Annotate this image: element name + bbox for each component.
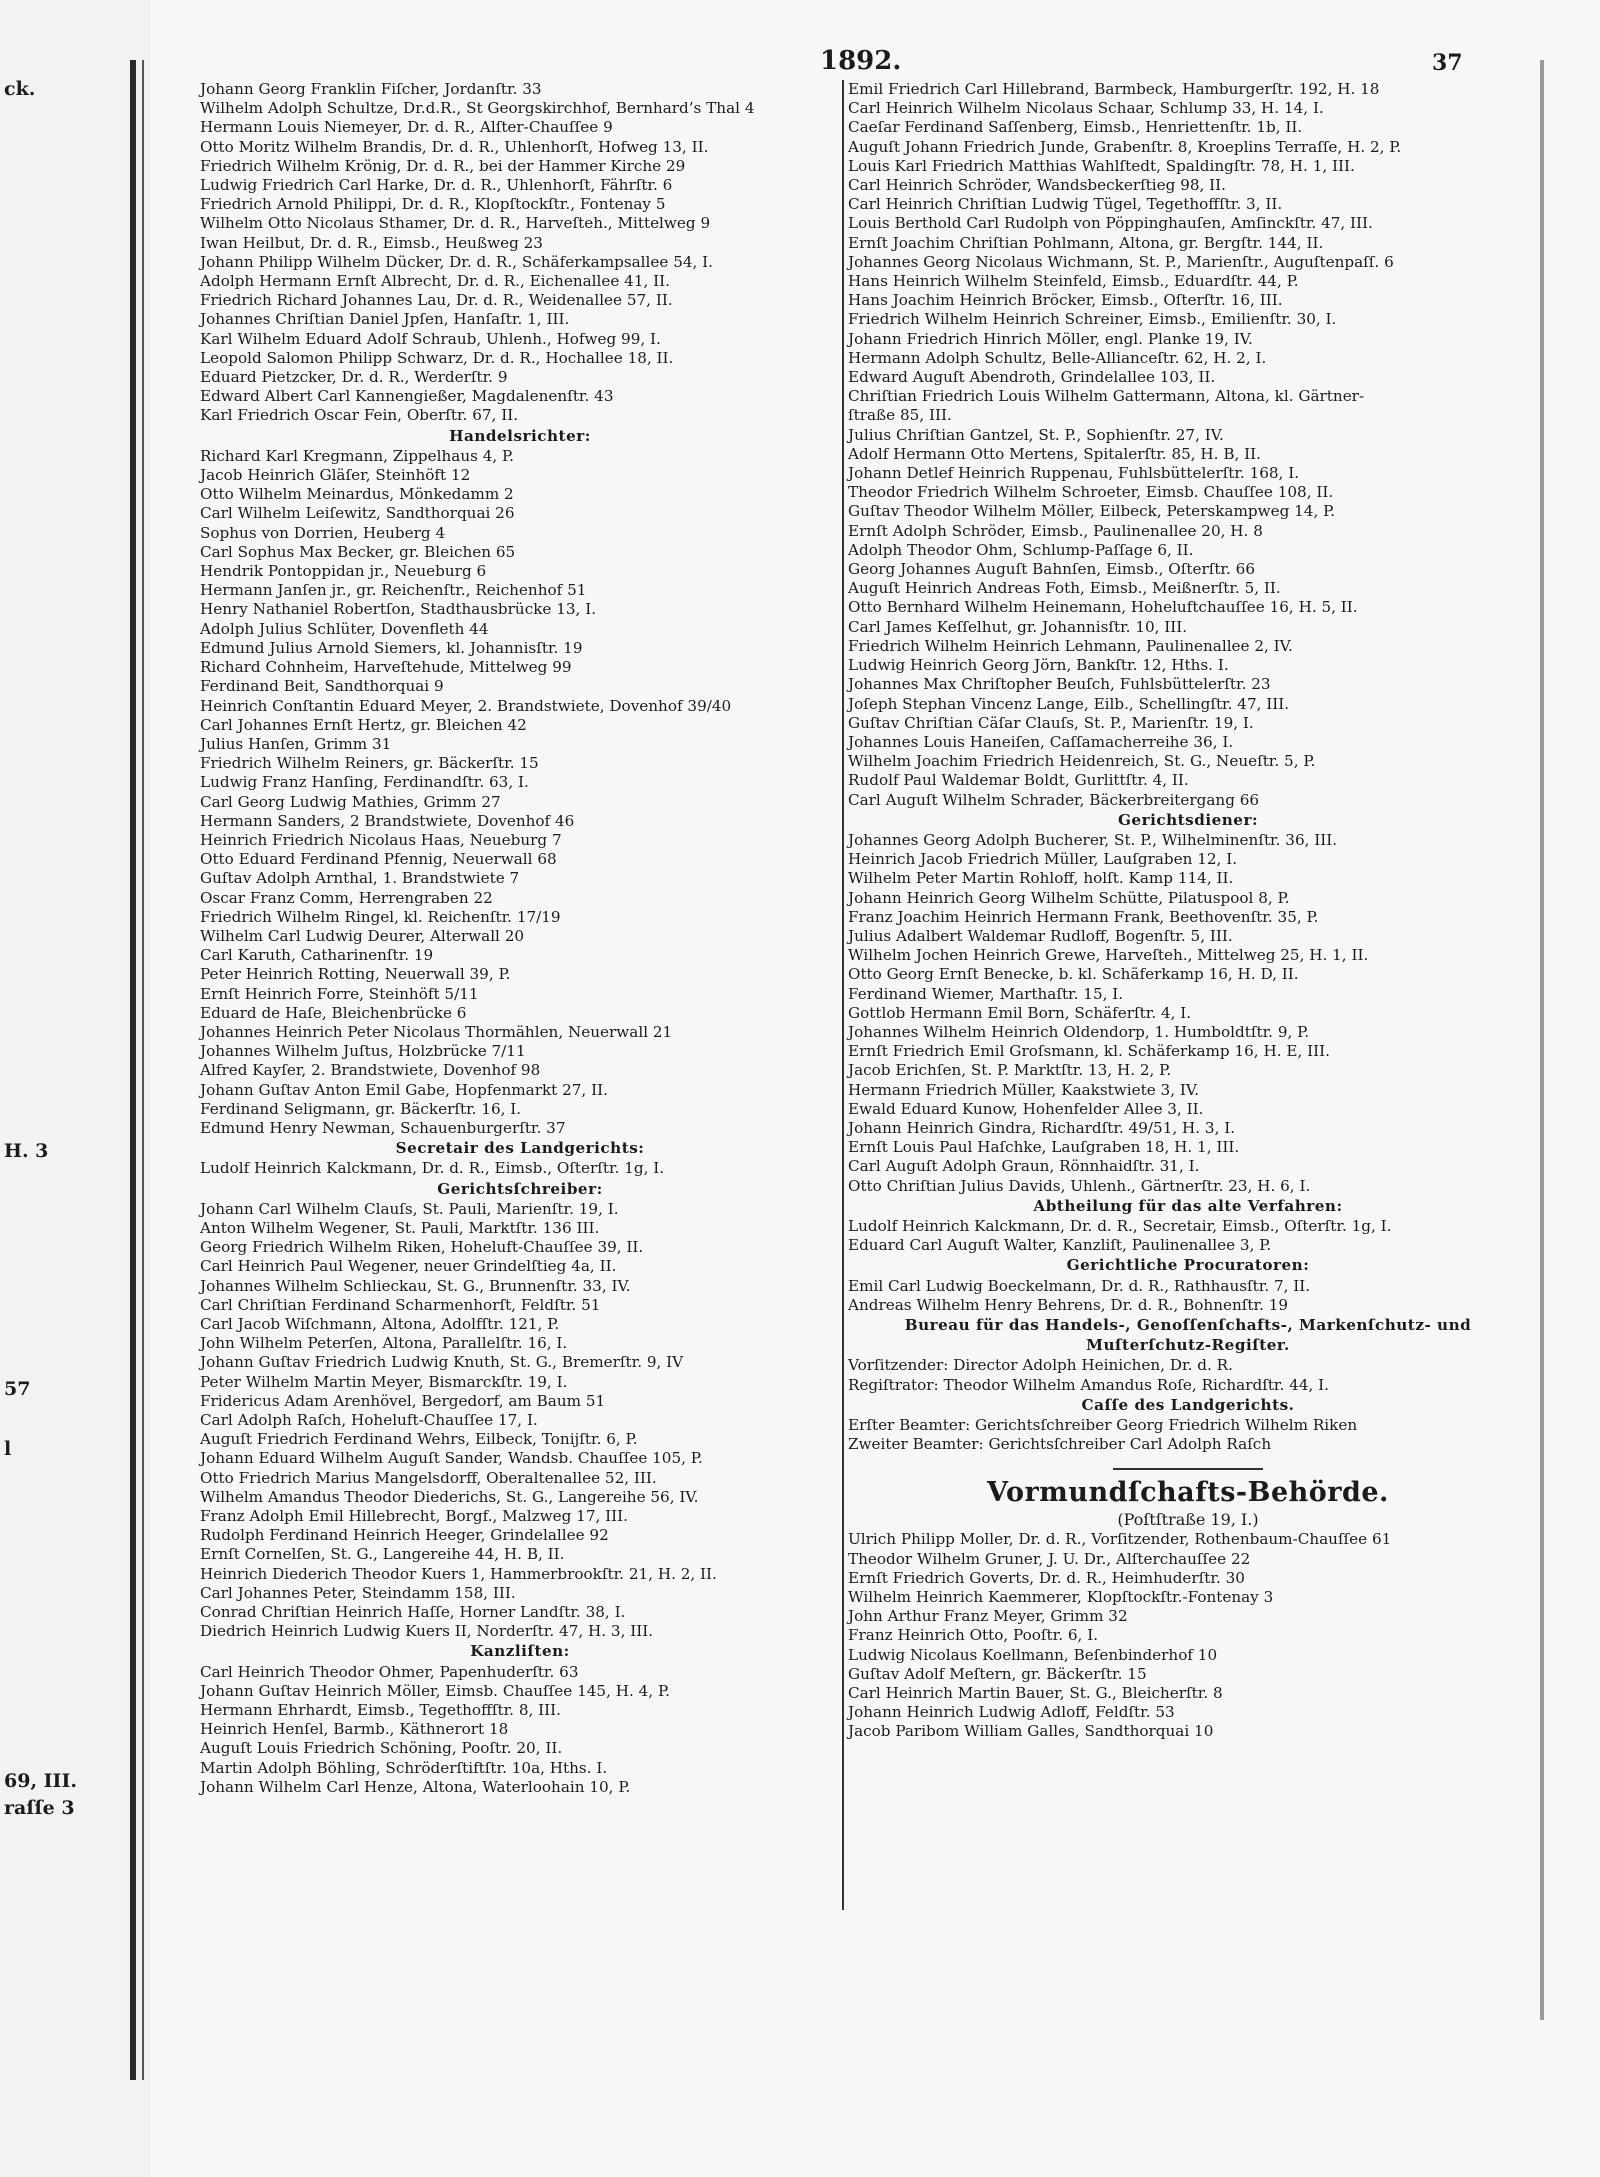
- directory-entry: Carl Sophus Max Becker, gr. Bleichen 65: [200, 542, 516, 561]
- directory-entry: Joſeph Stephan Vincenz Lange, Eilb., Schellingſtr. 47, III.: [848, 694, 1290, 713]
- directory-entry: Friedrich Arnold Philippi, Dr. d. R., Klopſtockſtr., Fontenay 5: [200, 195, 666, 214]
- directory-entry: Ludolf Heinrich Kalckmann, Dr. d. R., Secretair, Eimsb., Oſterſtr. 1g, I.: [848, 1216, 1392, 1235]
- section-heading: (Poſtſtraße 19, I.): [1117, 1510, 1259, 1530]
- directory-entry: Hans Heinrich Wilhelm Steinfeld, Eimsb., Eduardſtr. 44, P.: [848, 272, 1299, 291]
- directory-entry: Louis Berthold Carl Rudolph von Pöppinghauſen, Amſinckſtr. 47, III.: [848, 214, 1373, 233]
- directory-entry: Johann Friedrich Hinrich Möller, engl. Planke 19, IV.: [848, 329, 1253, 348]
- directory-entry: Edmund Julius Arnold Siemers, kl. Johannisſtr. 19: [200, 638, 583, 657]
- directory-entry: Carl Wilhelm Leiſewitz, Sandthorquai 26: [200, 504, 515, 523]
- directory-entry: Johann Carl Wilhelm Clauſs, St. Pauli, Marienſtr. 19, I.: [200, 1199, 619, 1218]
- directory-entry: Richard Karl Kregmann, Zippelhaus 4, P.: [200, 446, 515, 465]
- directory-entry: Theodor Wilhelm Gruner, J. U. Dr., Alſterchauſſee 22: [848, 1549, 1251, 1568]
- directory-entry: Julius Adalbert Waldemar Rudloff, Bogenſtr. 5, III.: [848, 926, 1233, 945]
- directory-entry: Wilhelm Carl Ludwig Deurer, Alterwall 20: [200, 926, 525, 945]
- directory-entry: Conrad Chriſtian Heinrich Haſſe, Horner Landſtr. 38, I.: [200, 1603, 626, 1622]
- directory-entry: Otto Eduard Ferdinand Pfennig, Neuerwall 68: [200, 850, 557, 869]
- directory-entry: Edward Albert Carl Kannengießer, Magdalenenſtr. 43: [200, 387, 614, 406]
- directory-entry: Jacob Paribom William Galles, Sandthorquai 10: [848, 1722, 1214, 1741]
- directory-entry: Julius Hanſen, Grimm 31: [200, 734, 392, 753]
- directory-entry: Theodor Friedrich Wilhelm Schroeter, Eimsb. Chauſſee 108, II.: [848, 483, 1334, 502]
- section-heading: Vormundſchafts-Behörde.: [987, 1477, 1389, 1509]
- directory-entry: Gottlob Hermann Emil Born, Schäferſtr. 4, I.: [848, 1003, 1192, 1022]
- directory-entry: Guſtav Chriſtian Cäſar Clauſs, St. P., Marienſtr. 19, I.: [848, 713, 1254, 732]
- directory-entry: Heinrich Jacob Friedrich Müller, Lauſgraben 12, I.: [848, 850, 1238, 869]
- directory-entry: Peter Heinrich Rotting, Neuerwall 39, P.: [200, 965, 511, 984]
- directory-entry: Wilhelm Amandus Theodor Diederichs, St. G., Langereihe 56, IV.: [200, 1487, 699, 1506]
- directory-entry: Alfred Kayſer, 2. Brandstwiete, Dovenhof 98: [200, 1061, 541, 1080]
- directory-entry: Johannes Georg Nicolaus Wichmann, St. P., Marienſtr., Auguſtenpaſſ. 6: [848, 252, 1394, 271]
- directory-entry: Carl Karuth, Catharinenſtr. 19: [200, 946, 434, 965]
- section-heading: Gerichtsdiener:: [1117, 810, 1259, 829]
- directory-entry: Emil Carl Ludwig Boeckelmann, Dr. d. R., Rathhausſtr. 7, II.: [848, 1276, 1311, 1295]
- directory-entry: Eduard Pietzcker, Dr. d. R., Werderſtr. 9: [200, 368, 508, 387]
- directory-entry: Zweiter Beamter: Gerichtsſchreiber Carl Adolph Raſch: [848, 1435, 1272, 1454]
- directory-entry: Andreas Wilhelm Henry Behrens, Dr. d. R., Bohnenſtr. 19: [848, 1295, 1289, 1314]
- directory-entry: Carl Heinrich Schröder, Wandsbeckerſtieg 98, II.: [848, 176, 1227, 195]
- section-heading: Abtheilung für das alte Verfahren:: [1033, 1196, 1343, 1215]
- directory-entry: Friedrich Wilhelm Heinrich Schreiner, Eimsb., Emilienſtr. 30, I.: [848, 310, 1337, 329]
- directory-entry: Ernſt Louis Paul Haſchke, Lauſgraben 18, H. 1, III.: [848, 1138, 1240, 1157]
- directory-entry: Hermann Janſen jr., gr. Reichenſtr., Reichenhof 51: [200, 581, 587, 600]
- directory-entry: Carl Heinrich Paul Wegener, neuer Grindelſtieg 4a, II.: [200, 1257, 617, 1276]
- directory-entry: Johannes Wilhelm Heinrich Oldendorp, 1. Humboldtſtr. 9, P.: [848, 1022, 1310, 1041]
- directory-entry: Carl Heinrich Chriſtian Ludwig Tügel, Tegethoffſtr. 3, II.: [848, 195, 1283, 214]
- directory-entry: Otto Moritz Wilhelm Brandis, Dr. d. R., Uhlenhorſt, Hofweg 13, II.: [200, 137, 709, 156]
- directory-entry: Carl James Keſſelhut, gr. Johannisſtr. 10, III.: [848, 617, 1188, 636]
- directory-entry: Leopold Salomon Philipp Schwarz, Dr. d. R., Hochallee 18, II.: [200, 348, 674, 367]
- directory-entry: Iwan Heilbut, Dr. d. R., Eimsb., Heußweg 23: [200, 233, 543, 252]
- book-spine-gutter: [130, 60, 136, 2080]
- directory-entry: Otto Georg Ernſt Benecke, b. kl. Schäferkamp 16, H. D, II.: [848, 965, 1299, 984]
- directory-entry: Heinrich Conſtantin Eduard Meyer, 2. Brandstwiete, Dovenhof 39/40: [200, 696, 732, 715]
- directory-entry: Adolf Hermann Otto Mertens, Spitalerſtr. 85, H. B, II.: [848, 444, 1261, 463]
- directory-entry: Auguſt Heinrich Andreas Foth, Eimsb., Meißnerſtr. 5, II.: [848, 579, 1281, 598]
- directory-entry: Ludwig Nicolaus Koellmann, Beſenbinderhof 10: [848, 1645, 1218, 1664]
- directory-entry: Carl Auguſt Wilhelm Schrader, Bäckerbreitergang 66: [848, 790, 1260, 809]
- directory-entry: Jacob Erichſen, St. P. Marktſtr. 13, H. 2, P.: [848, 1061, 1172, 1080]
- page-year: 1892.: [820, 46, 902, 76]
- directory-entry: Johann Heinrich Ludwig Adloff, Feldſtr. 53: [848, 1703, 1175, 1722]
- directory-entry: Anton Wilhelm Wegener, St. Pauli, Marktſtr. 136 III.: [200, 1218, 600, 1237]
- directory-entry: Friedrich Richard Johannes Lau, Dr. d. R., Weidenallee 57, II.: [200, 291, 673, 310]
- directory-entry: Ernſt Adolph Schröder, Eimsb., Paulinenallee 20, H. 8: [848, 521, 1263, 540]
- directory-entry: Guſtav Adolf Meſtern, gr. Bäckerſtr. 15: [848, 1664, 1147, 1683]
- margin-fragment: raſſe 3: [4, 1797, 75, 1819]
- directory-entry: Johannes Louis Haneiſen, Caſſamacherreihe 36, I.: [848, 732, 1234, 751]
- directory-entry: Wilhelm Peter Martin Rohloff, holſt. Kamp 114, II.: [848, 869, 1234, 888]
- directory-entry: Auguſt Johann Friedrich Junde, Grabenſtr. 8, Kroeplins Terraſſe, H. 2, P.: [848, 137, 1402, 156]
- section-rule: [1113, 1468, 1263, 1470]
- directory-entry: Ernſt Heinrich Forre, Steinhöft 5/11: [200, 984, 479, 1003]
- directory-entry: Sophus von Dorrien, Heuberg 4: [200, 523, 446, 542]
- directory-entry: Johannes Wilhelm Schlieckau, St. G., Brunnenſtr. 33, IV.: [200, 1276, 631, 1295]
- directory-entry: Eduard de Haſe, Bleichenbrücke 6: [200, 1003, 467, 1022]
- directory-entry: Johann Detlef Heinrich Ruppenau, Fuhlsbüttelerſtr. 168, I.: [848, 464, 1300, 483]
- directory-entry: Johann Eduard Wilhelm Auguſt Sander, Wandsb. Chauſſee 105, P.: [200, 1449, 703, 1468]
- directory-entry: Carl Heinrich Theodor Ohmer, Papenhuderſtr. 63: [200, 1662, 579, 1681]
- directory-entry: Julius Chriſtian Gantzel, St. P., Sophienſtr. 27, IV.: [848, 425, 1224, 444]
- directory-entry: Emil Friedrich Carl Hillebrand, Barmbeck, Hamburgerſtr. 192, H. 18: [848, 80, 1380, 98]
- right-column: [848, 80, 1528, 1742]
- directory-entry: Otto Wilhelm Meinardus, Mönkedamm 2: [200, 485, 514, 504]
- directory-entry: Carl Georg Ludwig Mathies, Grimm 27: [200, 792, 501, 811]
- directory-entry: Martin Adolph Böhling, Schröderſtiftſtr. 10a, Hths. I.: [200, 1758, 608, 1777]
- directory-entry: Carl Johannes Ernſt Hertz, gr. Bleichen 42: [200, 715, 527, 734]
- directory-entry: Ernſt Friedrich Goverts, Dr. d. R., Heimhuderſtr. 30: [848, 1568, 1245, 1587]
- directory-entry: Carl Chriſtian Ferdinand Scharmenhorſt, Feldſtr. 51: [200, 1295, 601, 1314]
- directory-entry: John Arthur Franz Meyer, Grimm 32: [848, 1607, 1128, 1626]
- directory-entry: Rudolf Paul Waldemar Boldt, Gurlittſtr. 4, II.: [848, 771, 1189, 790]
- directory-entry: Guſtav Theodor Wilhelm Möller, Eilbeck, Peterskampweg 14, P.: [848, 502, 1336, 521]
- directory-entry: Hermann Sanders, 2 Brandstwiete, Dovenhof 46: [200, 811, 575, 830]
- directory-entry: Regiſtrator: Theodor Wilhelm Amandus Roſe, Richardſtr. 44, I.: [848, 1375, 1329, 1394]
- section-heading: Kanzliſten:: [470, 1642, 570, 1661]
- left-page-margin: [0, 0, 150, 2177]
- directory-entry: Jacob Heinrich Gläſer, Steinhöft 12: [200, 466, 471, 485]
- directory-entry: Heinrich Friedrich Nicolaus Haas, Neueburg 7: [200, 830, 562, 849]
- directory-entry: Wilhelm Otto Nicolaus Sthamer, Dr. d. R., Harveſteh., Mittelweg 9: [200, 214, 711, 233]
- directory-entry: Ernſt Joachim Chriſtian Pohlmann, Altona, gr. Bergſtr. 144, II.: [848, 233, 1324, 252]
- directory-entry: Oscar Franz Comm, Herrengraben 22: [200, 888, 493, 907]
- directory-entry: John Wilhelm Peterſen, Altona, Parallelſtr. 16, I.: [200, 1334, 568, 1353]
- directory-entry: Chriſtian Friedrich Louis Wilhelm Gattermann, Altona, kl. Gärtner-: [848, 387, 1365, 406]
- directory-entry: Carl Heinrich Martin Bauer, St. G., Bleicherſtr. 8: [848, 1684, 1223, 1703]
- directory-entry: Johannes Georg Adolph Bucherer, St. P., Wilhelminenſtr. 36, III.: [848, 830, 1338, 849]
- directory-entry: Carl Johannes Peter, Steindamm 158, III.: [200, 1583, 516, 1602]
- directory-entry: Georg Johannes Auguſt Bahnſen, Eimsb., Oſterſtr. 66: [848, 560, 1256, 579]
- directory-entry: Friedrich Wilhelm Reiners, gr. Bäckerſtr. 15: [200, 754, 539, 773]
- directory-entry: Hermann Louis Niemeyer, Dr. d. R., Alſter-Chauſſee 9: [200, 118, 613, 137]
- directory-entry: Diedrich Heinrich Ludwig Kuers II, Norderſtr. 47, H. 3, III.: [200, 1622, 654, 1641]
- directory-entry: Erſter Beamter: Gerichtsſchreiber Georg Friedrich Wilhelm Riken: [848, 1416, 1358, 1435]
- directory-entry: Karl Friedrich Oscar Fein, Oberſtr. 67, II.: [200, 406, 519, 425]
- directory-entry: Friedrich Wilhelm Ringel, kl. Reichenſtr. 17/19: [200, 907, 561, 926]
- directory-entry: Louis Karl Friedrich Matthias Wahlſtedt, Spaldingſtr. 78, H. 1, III.: [848, 156, 1355, 175]
- section-heading: Gerichtsſchreiber:: [437, 1179, 603, 1198]
- left-column: [200, 80, 840, 1797]
- directory-entry: Edmund Henry Newman, Schauenburgerſtr. 37: [200, 1118, 566, 1137]
- section-heading: Muſterſchutz-Regiſter.: [1086, 1336, 1290, 1355]
- directory-entry: Friedrich Wilhelm Krönig, Dr. d. R., bei der Hammer Kirche 29: [200, 156, 686, 175]
- section-heading: Handelsrichter:: [449, 426, 591, 445]
- directory-entry: ſtraße 85, III.: [848, 406, 952, 425]
- directory-entry: Adolph Theodor Ohm, Schlump-Paſſage 6, II.: [848, 540, 1194, 559]
- directory-entry: Hans Joachim Heinrich Bröcker, Eimsb., Oſterſtr. 16, III.: [848, 291, 1283, 310]
- margin-fragment: H. 3: [4, 1140, 49, 1162]
- directory-entry: Richard Cohnheim, Harveſtehude, Mittelweg 99: [200, 658, 572, 677]
- directory-entry: Vorſitzender: Director Adolph Heinichen, Dr. d. R.: [848, 1356, 1233, 1375]
- directory-entry: Johann Guſtav Anton Emil Gabe, Hopfenmarkt 27, II.: [200, 1080, 608, 1099]
- directory-entry: Friedrich Wilhelm Heinrich Lehmann, Paulinenallee 2, IV.: [848, 636, 1293, 655]
- directory-entry: Johannes Wilhelm Juſtus, Holzbrücke 7/11: [200, 1042, 526, 1061]
- directory-entry: Ernſt Cornelſen, St. G., Langereihe 44, H. B, II.: [200, 1545, 565, 1564]
- directory-entry: Franz Heinrich Otto, Pooſtr. 6, I.: [848, 1626, 1099, 1645]
- directory-entry: Carl Auguſt Adolph Graun, Rönnhaidſtr. 31, I.: [848, 1157, 1200, 1176]
- directory-entry: Wilhelm Heinrich Kaemmerer, Klopſtockſtr.-Fontenay 3: [848, 1588, 1274, 1607]
- directory-entry: Carl Heinrich Wilhelm Nicolaus Schaar, Schlump 33, H. 14, I.: [848, 99, 1324, 118]
- directory-entry: Johannes Heinrich Peter Nicolaus Thormählen, Neuerwall 21: [200, 1022, 673, 1041]
- directory-entry: Henry Nathaniel Robertſon, Stadthausbrücke 13, I.: [200, 600, 597, 619]
- page-edge-shadow: [1540, 60, 1544, 2020]
- directory-entry: Ludwig Friedrich Carl Harke, Dr. d. R., Uhlenhorſt, Fährſtr. 6: [200, 176, 673, 195]
- column-divider: [842, 80, 844, 1910]
- directory-entry: Johannes Max Chriſtopher Beuſch, Fuhlsbüttelerſtr. 23: [848, 675, 1271, 694]
- directory-entry: Ewald Eduard Kunow, Hohenfelder Allee 3, II.: [848, 1099, 1204, 1118]
- directory-entry: Johann Wilhelm Carl Henze, Altona, Waterloohain 10, P.: [200, 1777, 631, 1796]
- directory-entry: Ludwig Heinrich Georg Jörn, Bankſtr. 12, Hths. I.: [848, 656, 1229, 675]
- directory-entry: Ludolf Heinrich Kalckmann, Dr. d. R., Eimsb., Oſterſtr. 1g, I.: [200, 1159, 665, 1178]
- directory-entry: Auguſt Louis Friedrich Schöning, Pooſtr. 20, II.: [200, 1739, 563, 1758]
- book-spine-edge: [142, 60, 144, 2080]
- directory-entry: Edward Auguſt Abendroth, Grindelallee 103, II.: [848, 368, 1216, 387]
- directory-entry: Wilhelm Jochen Heinrich Grewe, Harveſteh., Mittelweg 25, H. 1, II.: [848, 946, 1369, 965]
- directory-entry: Auguſt Friedrich Ferdinand Wehrs, Eilbeck, Tonijſtr. 6, P.: [200, 1430, 638, 1449]
- directory-entry: Johann Georg Franklin Fiſcher, Jordanſtr. 33: [200, 80, 542, 98]
- directory-entry: Rudolph Ferdinand Heinrich Heeger, Grindelallee 92: [200, 1526, 609, 1545]
- directory-entry: Peter Wilhelm Martin Meyer, Bismarckſtr. 19, I.: [200, 1372, 568, 1391]
- directory-entry: Caeſar Ferdinand Saſſenberg, Eimsb., Henriettenſtr. 1b, II.: [848, 118, 1303, 137]
- directory-entry: Otto Friedrich Marius Mangelsdorff, Oberaltenallee 52, III.: [200, 1468, 657, 1487]
- directory-entry: Ferdinand Seligmann, gr. Bäckerſtr. 16, I.: [200, 1099, 522, 1118]
- directory-entry: Adolph Julius Schlüter, Dovenfleth 44: [200, 619, 489, 638]
- directory-entry: Johann Heinrich Georg Wilhelm Schütte, Pilatuspool 8, P.: [848, 888, 1290, 907]
- directory-entry: Carl Adolph Raſch, Hoheluft-Chauſſee 17, I.: [200, 1411, 538, 1430]
- directory-entry: Hermann Ehrhardt, Eimsb., Tegethoffſtr. 8, III.: [200, 1701, 561, 1720]
- directory-entry: Ferdinand Beit, Sandthorquai 9: [200, 677, 444, 696]
- margin-fragment: ck.: [4, 78, 36, 100]
- directory-entry: Johann Heinrich Gindra, Richardſtr. 49/51, H. 3, I.: [848, 1118, 1236, 1137]
- page-number: 37: [1432, 50, 1463, 76]
- directory-entry: Georg Friedrich Wilhelm Riken, Hoheluft-Chauſſee 39, II.: [200, 1238, 644, 1257]
- margin-fragment: 69, III.: [4, 1770, 77, 1792]
- directory-entry: Ludwig Franz Hanſing, Ferdinandſtr. 63, I.: [200, 773, 529, 792]
- directory-entry: Otto Bernhard Wilhelm Heinemann, Hoheluftchauſſee 16, H. 5, II.: [848, 598, 1358, 617]
- directory-entry: Hendrik Pontoppidan jr., Neueburg 6: [200, 562, 487, 581]
- section-heading: Caſſe des Landgerichts.: [1081, 1395, 1295, 1414]
- directory-entry: Hermann Adolph Schultz, Belle-Allianceſtr. 62, H. 2, I.: [848, 348, 1267, 367]
- directory-entry: Johannes Chriſtian Daniel Jpſen, Hanſaſtr. 1, III.: [200, 310, 570, 329]
- section-heading: Bureau für das Handels-, Genoſſenſchafts-, Markenſchutz- und: [904, 1316, 1472, 1334]
- directory-entry: Franz Adolph Emil Hillebrecht, Borgf., Malzweg 17, III.: [200, 1507, 628, 1526]
- directory-entry: Johann Philipp Wilhelm Dücker, Dr. d. R., Schäferkampsallee 54, I.: [200, 252, 714, 271]
- directory-entry: Heinrich Henſel, Barmb., Käthnerort 18: [200, 1720, 509, 1739]
- directory-entry: Heinrich Diederich Theodor Kuers 1, Hammerbrookſtr. 21, H. 2, II.: [200, 1564, 717, 1583]
- directory-entry: Ferdinand Wiemer, Marthaſtr. 15, I.: [848, 984, 1124, 1003]
- directory-entry: Fridericus Adam Arenhövel, Bergedorf, am Baum 51: [200, 1391, 606, 1410]
- directory-entry: Karl Wilhelm Eduard Adolf Schraub, Uhlenh., Hofweg 99, I.: [200, 329, 661, 348]
- directory-entry: Wilhelm Joachim Friedrich Heidenreich, St. G., Neueſtr. 5, P.: [848, 752, 1316, 771]
- directory-entry: Otto Chriſtian Julius Davids, Uhlenh., Gärtnerſtr. 23, H. 6, I.: [848, 1176, 1311, 1195]
- margin-fragment: 57: [4, 1378, 31, 1400]
- directory-entry: Hermann Friedrich Müller, Kaakstwiete 3, IV.: [848, 1080, 1199, 1099]
- margin-fragment: l: [4, 1438, 12, 1460]
- directory-entry: Carl Jacob Wiſchmann, Altona, Adolfſtr. 121, P.: [200, 1315, 560, 1333]
- directory-entry: Ernſt Friedrich Emil Groſsmann, kl. Schäferkamp 16, H. E, III.: [848, 1042, 1330, 1061]
- directory-entry: Adolph Hermann Ernſt Albrecht, Dr. d. R., Eichenallee 41, II.: [200, 272, 670, 291]
- section-heading: Gerichtliche Procuratoren:: [1066, 1256, 1310, 1275]
- directory-entry: Guſtav Adolph Arnthal, 1. Brandstwiete 7: [200, 869, 520, 888]
- directory-entry: Ulrich Philipp Moller, Dr. d. R., Vorſitzender, Rothenbaum-Chauſſee 61: [848, 1530, 1392, 1549]
- directory-entry: Franz Joachim Heinrich Hermann Frank, Beethovenſtr. 35, P.: [848, 907, 1319, 926]
- directory-entry: Johann Guſtav Heinrich Möller, Eimsb. Chauſſee 145, H. 4, P.: [200, 1681, 670, 1700]
- directory-entry: Wilhelm Adolph Schultze, Dr.d.R., St Georgskirchhof, Bernhard’s Thal 4: [200, 99, 755, 118]
- section-heading: Secretair des Landgerichts:: [395, 1139, 645, 1158]
- directory-entry: Johann Guſtav Friedrich Ludwig Knuth, St. G., Bremerſtr. 9, IV: [200, 1353, 684, 1372]
- directory-entry: Eduard Carl Auguſt Walter, Kanzliſt, Paulinenallee 3, P.: [848, 1236, 1272, 1255]
